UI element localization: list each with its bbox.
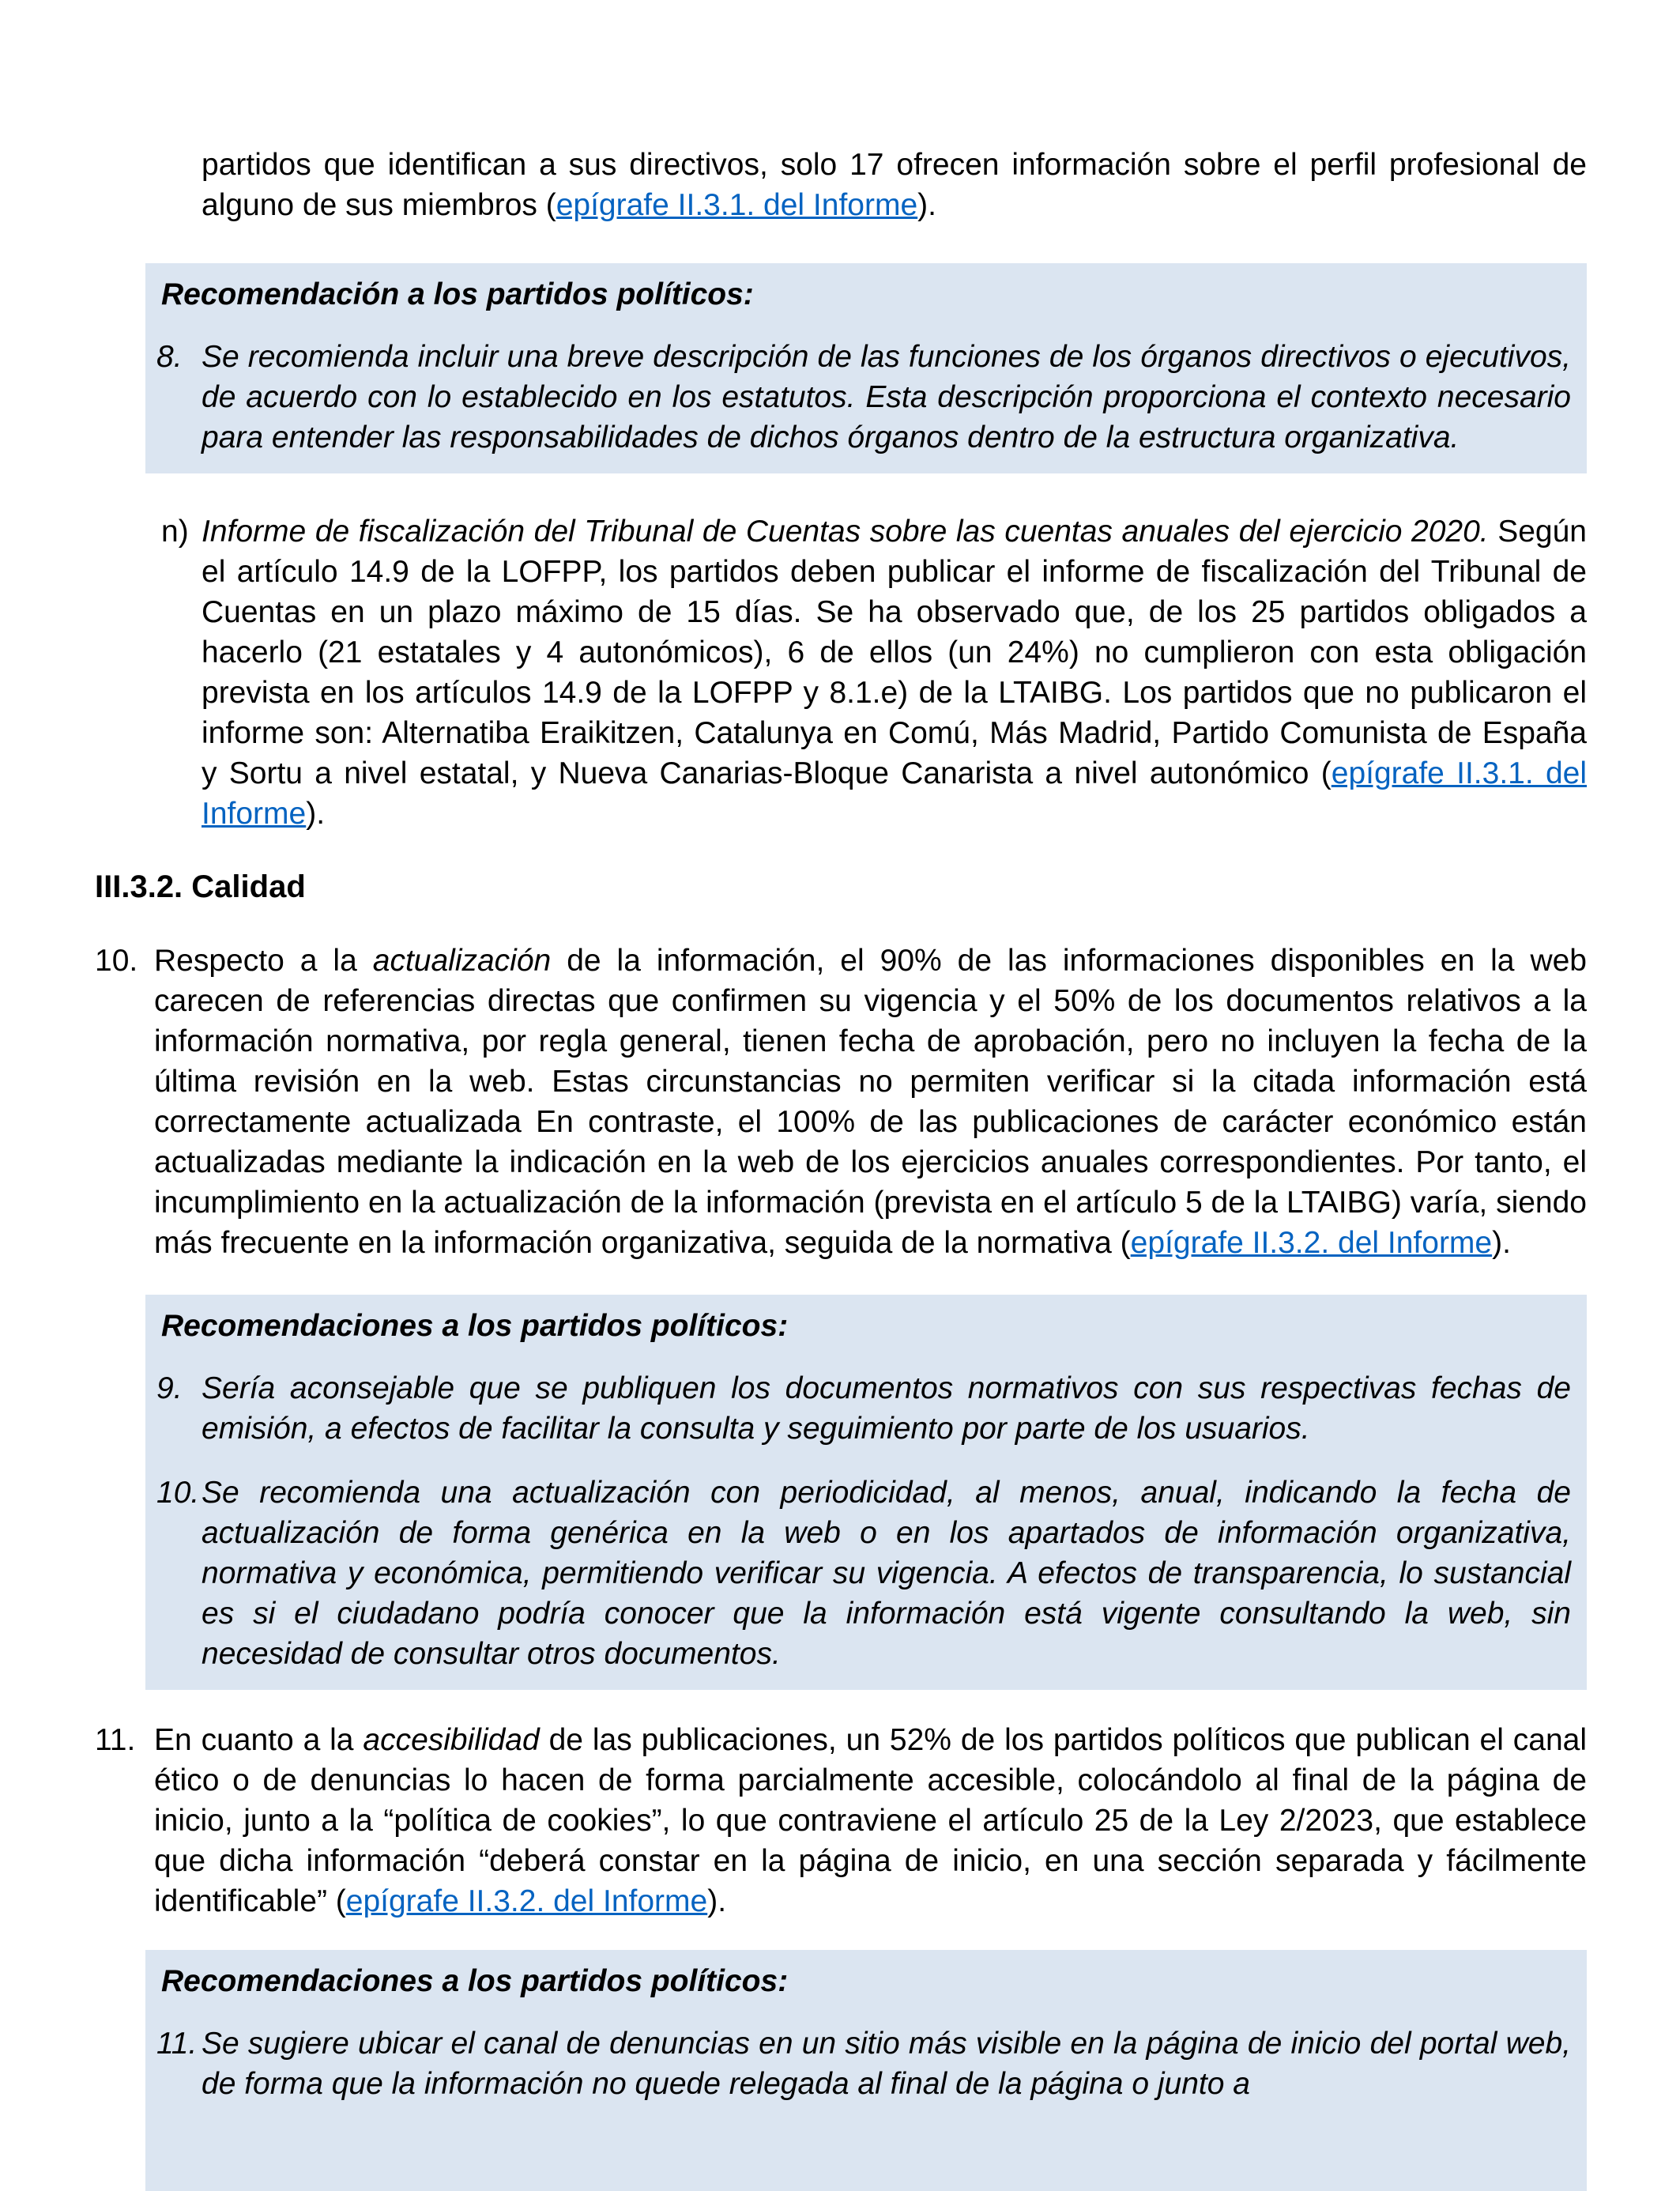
recommendation-box-3 bbox=[145, 1950, 1587, 2191]
epigrafe-II-3-1-link[interactable]: epígrafe II.3.1. del Informe bbox=[556, 188, 918, 222]
numbered-item-10 bbox=[95, 941, 1587, 1263]
recommendation-item-8-text: Se recomienda incluir una breve descripción de las funciones de los órganos directivos o ejecutivos, de acuerdo con lo establecido en los estatutos. Esta descripción proporciona el contexto necesario para entender las responsabilidades de dichos órganos dentro de la estructura organizativa. bbox=[202, 340, 1571, 454]
intro-paragraph bbox=[202, 145, 1587, 225]
numbered-item-10-text-end: ). bbox=[1492, 1226, 1511, 1260]
list-item-n-lead: Informe de fiscalización del Tribunal de Cuentas sobre las cuentas anuales del ejercicio 2020. bbox=[202, 515, 1489, 549]
recommendation-box-1 bbox=[145, 263, 1587, 473]
recommendation-item-8 bbox=[156, 337, 1571, 458]
recommendation-item-8-number: 8. bbox=[156, 340, 183, 374]
recommendation-box-2-heading: Recomendaciones a los partidos políticos: bbox=[161, 1309, 789, 1343]
numbered-item-10-number: 10. bbox=[95, 944, 138, 978]
numbered-item-11-text: de las publicaciones, un 52% de los partidos políticos que publican el canal ético o de denuncias lo hacen de forma parcialmente accesible, colocándolo al final de la página de inicio, junto a la “política de cookies”, lo que contraviene el artículo 25 de la Ley 2/2023, que establece que dicha información “deberá constar en la página de inicio, en una sección separada y fácilmente identificable” ( bbox=[154, 1723, 1588, 1918]
numbered-item-11 bbox=[95, 1720, 1588, 1921]
list-item-n bbox=[161, 511, 1587, 834]
numbered-item-11-text-start: En cuanto a la bbox=[154, 1723, 363, 1757]
epigrafe-II-3-2-link[interactable]: epígrafe II.3.2. del Informe bbox=[1130, 1226, 1493, 1260]
section-heading-III-3-2: III.3.2. Calidad bbox=[95, 869, 306, 904]
recommendation-item-9-number: 9. bbox=[156, 1371, 183, 1405]
recommendation-box-2 bbox=[145, 1295, 1587, 1690]
numbered-item-11-italic-word: accesibilidad bbox=[363, 1723, 540, 1757]
epigrafe-II-3-2-link-2[interactable]: epígrafe II.3.2. del Informe bbox=[345, 1884, 708, 1918]
intro-paragraph-text: partidos que identifican a sus directivos, solo 17 ofrecen información sobre el perfil profesional de alguno de sus miembros ( bbox=[202, 148, 1587, 222]
intro-paragraph-text-end: ). bbox=[917, 188, 936, 222]
list-item-n-text: Según el artículo 14.9 de la LOFPP, los partidos deben publicar el informe de fiscalización del Tribunal de Cuentas en un plazo máximo de 15 días. Se ha observado que, de los 25 partidos obligados a hacerlo (21 estatales y 4 autonómicos), 6 de ellos (un 24%) no cumplieron con esta obligación prevista en los artículos 14.9 de la LOFPP y 8.1.e) de la LTAIBG. Los partidos que no publicaron el informe son: Alternatiba Eraikitzen, Catalunya en Comú, Más Madrid, Partido Comunista de España y Sortu a nivel estatal, y Nueva Canarias-Bloque Canarista a nivel autonómico ( bbox=[202, 515, 1587, 790]
numbered-item-10-italic-word: actualización bbox=[372, 944, 552, 978]
recommendation-item-11 bbox=[156, 2023, 1571, 2104]
numbered-item-11-number: 11. bbox=[95, 1723, 136, 1757]
recommendation-box-1-heading: Recomendación a los partidos políticos: bbox=[161, 277, 754, 311]
list-item-n-label: n) bbox=[161, 515, 189, 549]
recommendation-item-11-number: 11. bbox=[156, 2027, 198, 2061]
numbered-item-10-text-start: Respecto a la bbox=[154, 944, 373, 978]
list-item-n-text-end: ). bbox=[306, 797, 326, 831]
recommendation-box-3-heading: Recomendaciones a los partidos políticos: bbox=[161, 1964, 789, 1998]
recommendation-item-10-text: Se recomienda una actualización con periodicidad, al menos, anual, indicando la fecha de actualización de forma genérica en la web o en los apartados de información organizativa, normativa y económica, permitiendo verificar su vigencia. A efectos de transparencia, lo sustancial es si el ciudadano podría conocer que la información está vigente consultando la web, sin necesidad de consultar otros documentos. bbox=[202, 1476, 1571, 1671]
numbered-item-10-text: de la información, el 90% de las informaciones disponibles en la web carecen de referencias directas que confirmen su vigencia y el 50% de los documentos relativos a la información normativa, por regla general, tienen fecha de aprobación, pero no incluyen la fecha de la última revisión en la web. Estas circunstancias no permiten verificar si la citada información está correctamente actualizada En contraste, el 100% de las publicaciones de carácter económico están actualizadas mediante la indicación en la web de los ejercicios anuales correspondientes. Por tanto, el incumplimiento en la actualización de la información (prevista en el artículo 5 de la LTAIBG) varía, siendo más frecuente en la información organizativa, seguida de la normativa ( bbox=[154, 944, 1587, 1260]
recommendation-item-9 bbox=[156, 1368, 1571, 1449]
recommendation-item-10-number: 10. bbox=[156, 1476, 200, 1510]
epigrafe-II-3-1-link-2[interactable]: epígrafe II.3.1. del Informe bbox=[202, 756, 1587, 831]
recommendation-item-11-text: Se sugiere ubicar el canal de denuncias en un sitio más visible en la página de inicio del portal web, de forma que la información no quede relegada al final de la página o junto a bbox=[202, 2027, 1571, 2101]
numbered-item-11-text-end: ). bbox=[707, 1884, 727, 1918]
recommendation-item-10 bbox=[156, 1473, 1571, 1674]
recommendation-item-9-text: Sería aconsejable que se publiquen los documentos normativos con sus respectivas fechas de emisión, a efectos de facilitar la consulta y seguimiento por parte de los usuarios. bbox=[202, 1371, 1571, 1446]
